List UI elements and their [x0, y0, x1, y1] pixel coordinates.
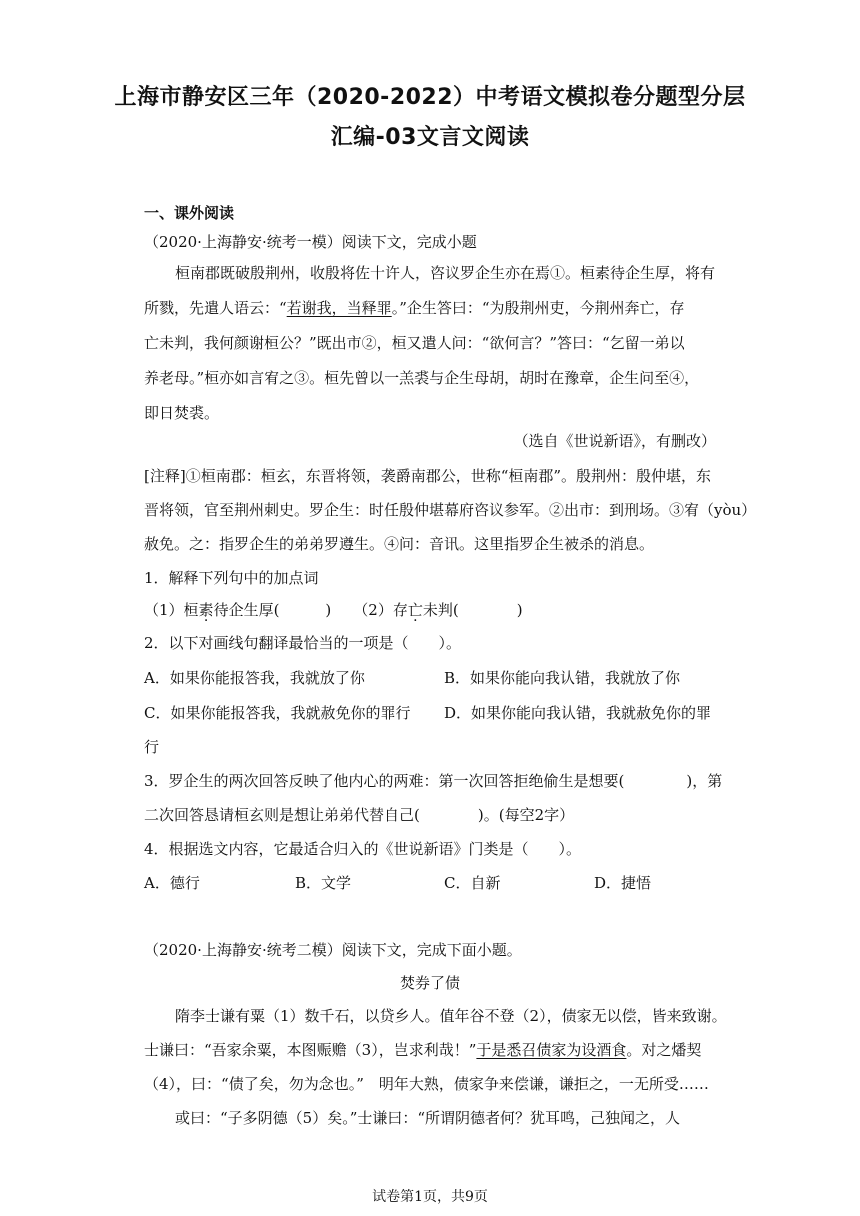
passage1-line: 亡未判，我何颜谢桓公？”既出市②，桓又遣人问：“欲何言？”答曰：“乞留一弟以	[144, 334, 685, 352]
question-4-stem: 4．根据选文内容，它最适合归入的《世说新语》门类是（ ）。	[144, 840, 582, 858]
dotted-word: 亡	[407, 601, 423, 619]
underlined-sentence: 于是悉召债家为设酒食	[476, 1041, 627, 1059]
passage2-line: 士谦曰：“吾家余粟，本图赈赡（3），岂求利哉！”于是悉召债家为设酒食。对之燔契	[144, 1041, 702, 1059]
option-d[interactable]: D．如果你能向我认错，我就赦免你的罪	[444, 704, 712, 722]
passage1-line: 桓南郡既破殷荆州，收殷将佐十许人，咨议罗企生亦在焉①。桓素待企生厚，将有	[175, 264, 716, 282]
passage2-line: 隋李士谦有粟（1）数千石，以贷乡人。值年谷不登（2），债家无以偿，皆来致谢。	[175, 1007, 727, 1025]
annotation-line: [注释]①桓南郡：桓玄，东晋将领，袭爵南郡公，世称“桓南郡”。殷荆州：殷仲堪，东	[144, 467, 712, 485]
option-c[interactable]: C．自新	[444, 874, 501, 892]
option-c[interactable]: C．如果你能报答我，我就赦免你的罪行	[144, 704, 411, 722]
dotted-word: 素	[198, 601, 214, 619]
question-3-line: 3．罗企生的两次回答反映了他内心的两难：第一次回答拒绝偷生是想要( )，第	[144, 772, 723, 790]
passage2-line: 或曰：“子多阴德（5）矣。”士谦曰：“所谓阴德者何？犹耳鸣，己独闻之，人	[175, 1109, 681, 1127]
passage1-line: 养老母。”桓亦如言宥之③。桓先曾以一羔裘与企生母胡，胡时在豫章，企生问至④，	[144, 369, 700, 387]
section-heading: 一、课外阅读	[144, 204, 235, 222]
annotation-line: 晋将领，官至荆州刺史。罗企生：时任殷仲堪幕府咨议参军。②出市：到刑场。③宥（yòu）	[144, 501, 757, 519]
option-a[interactable]: A．德行	[144, 874, 200, 892]
passage1-line: 即日焚裘。	[144, 404, 220, 422]
passage2-title: 焚券了债	[399, 974, 460, 992]
document-title-line1: 上海市静安区三年（2020-2022）中考语文模拟卷分题型分层	[114, 85, 746, 110]
passage1-source: （2020·上海静安·统考一模）阅读下文，完成小题	[144, 233, 477, 251]
passage2-source: （2020·上海静安·统考二模）阅读下文，完成下面小题。	[144, 941, 522, 959]
passage1-citation: （选自《世说新语》，有删改）	[513, 432, 716, 450]
question-2-stem: 2．以下对画线句翻译最恰当的一项是（ ）。	[144, 634, 462, 652]
question-1-stem: 1．解释下列句中的加点词	[144, 569, 319, 587]
passage1-line: 所戮，先遣人语云：“若谢我，当释罪。”企生答曰：“为殷荆州吏，今荆州奔亡，存	[144, 299, 685, 317]
underlined-sentence: 若谢我，当释罪	[286, 299, 392, 317]
option-b[interactable]: B．文学	[295, 874, 352, 892]
option-b[interactable]: B．如果你能向我认错，我就放了你	[444, 669, 681, 687]
annotation-line: 赦免。之：指罗企生的弟弟罗遵生。④问：音讯。这里指罗企生被杀的消息。	[144, 535, 655, 553]
option-a[interactable]: A．如果你能报答我，我就放了你	[144, 669, 365, 687]
option-d[interactable]: D．捷悟	[594, 874, 652, 892]
question-1-items: （1）桓素待企生厚( ) （2）存亡未判( )	[144, 601, 523, 619]
passage2-line: （4），曰：“债了矣，勿为念也。” 明年大熟，债家争来偿谦，谦拒之，一无所受……	[144, 1075, 709, 1093]
page-footer: 试卷第1页，共9页	[372, 1189, 488, 1205]
document-title-line2: 汇编-03文言文阅读	[330, 125, 530, 150]
question-3-line: 二次回答恳请桓玄则是想让弟弟代替自己( )。(每空2字）	[144, 806, 575, 824]
option-d-continued: 行	[144, 738, 160, 756]
